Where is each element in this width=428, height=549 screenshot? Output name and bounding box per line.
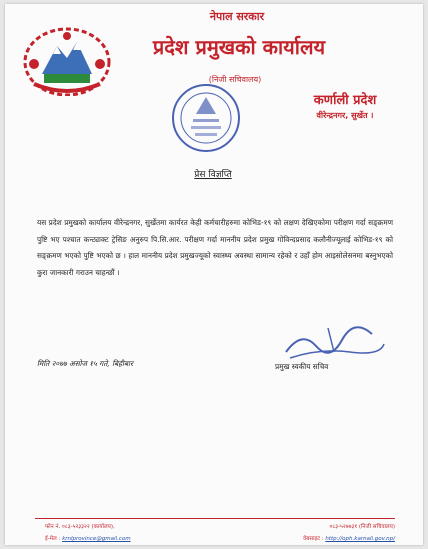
nepal-emblem-icon: [22, 24, 112, 96]
website-group: [303, 534, 395, 542]
signature-stamp-icon: [280, 322, 390, 362]
email-group: [45, 534, 131, 542]
email-label: ई-मेल :: [45, 536, 61, 542]
email-link[interactable]: krnlprovince@gmail.com: [62, 536, 131, 542]
office-title: प्रदेश प्रमुखको कार्यालय: [152, 35, 326, 59]
signer-title: प्रमुख स्वकीय सचिव: [275, 362, 329, 371]
letter-page: [5, 4, 423, 545]
footer-contact-row: [45, 534, 395, 542]
phone-private: ०८३-५२७७३१ (निजी सचिवालय): [329, 524, 395, 530]
office-subtitle: (निजी सचिवालय): [208, 75, 262, 84]
footer: [45, 522, 395, 546]
notice-date: मिति २०७७ असोज १५ गते, बिहीबार: [37, 359, 133, 368]
office-stamp-icon: [169, 81, 243, 155]
government-name: नेपाल सरकार: [209, 10, 265, 23]
footer-phone-row: [45, 522, 395, 530]
phone-office: फोन नं. ०८३-५२३३२२ (कार्यालय),: [45, 524, 115, 530]
website-label: वेबसाइट :: [303, 536, 324, 542]
notice-title: प्रेस विज्ञप्ति: [194, 170, 232, 180]
website-link[interactable]: http://oph.karnali.gov.np/: [325, 536, 395, 542]
office-address: वीरेन्द्रनगर, सुर्खेत ।: [316, 111, 374, 120]
footer-divider: [35, 518, 395, 519]
notice-body: यस प्रदेश प्रमुखको कार्यालय वीरेन्द्रनगर, सुर्खेतमा कार्यरत केही कर्मचारीहरुमा कोभिड-१९ को लक्षण देखिएकोमा परीक्षण गर्दा सङ्क्रमण पुष्टि भए पश्चात कन्ट्याक्ट ट्रेसिङ अनुरुप पि.सि.आर. परीक्षण गर्दा माननीय प्रदेश प्रमुख गोविन्दप्रसाद कलौनीज्यूलाई कोभिड-१९ को सङ्क्रमण भएको पुष्टि भएको छ । हाल माननीय प्रदेश प्रमुखज्यूको स्वास्थ्य अवस्था सामान्य रहेको र उहाँ होम आइसोलेसनमा बस्नुभएको कुरा जानकारी गराउन चाहन्छौं ।: [37, 218, 393, 277]
province-name: कर्णाली प्रदेश: [313, 93, 377, 108]
